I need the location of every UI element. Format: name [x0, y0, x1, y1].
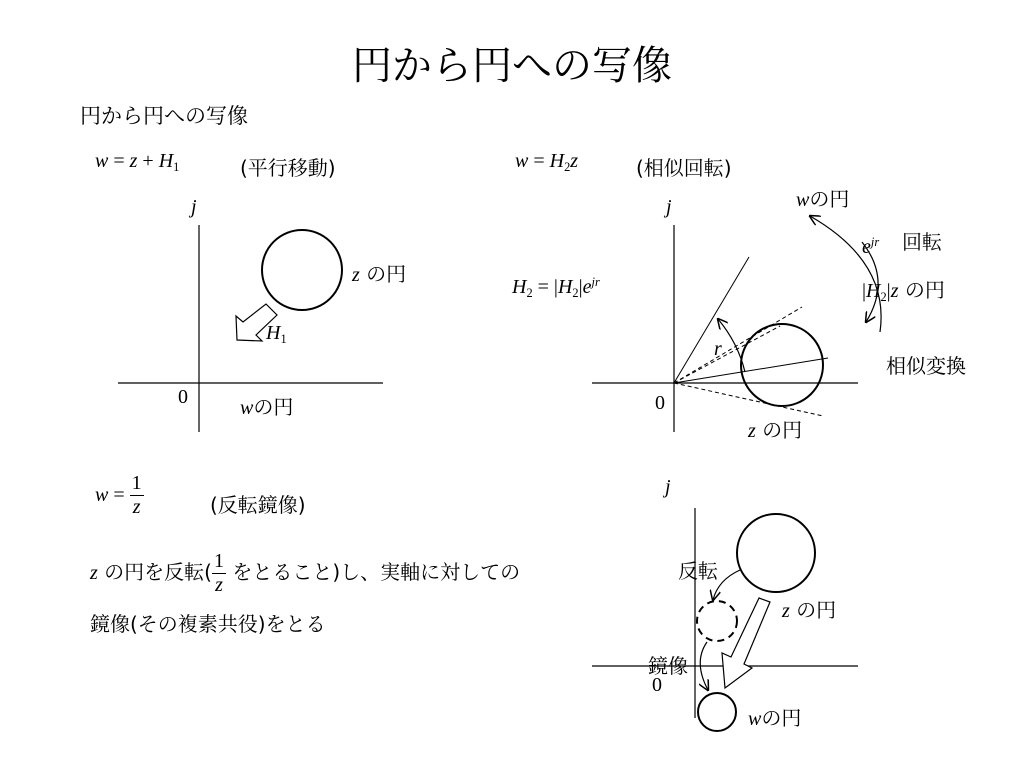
inversion-caption: (反転鏡像): [210, 493, 306, 517]
inversion-axis-j: j: [665, 476, 671, 498]
scaled-circle-label: |H2|z の円: [862, 278, 945, 304]
scale-label: 相似変換: [886, 354, 966, 378]
rotation-factor: $e^{jr}$: [862, 234, 880, 258]
inversion-w-circle-label: wの円: [748, 706, 802, 730]
inversion-description: z の円を反転( $\frac{1}{z}$ をとること)し、実軸に対しての: [90, 550, 521, 596]
inversion-w-circle: [698, 693, 736, 731]
rotated-ray: [674, 257, 749, 383]
slide-title: 円から円への写像: [352, 43, 672, 89]
mirror-label: 鏡像: [648, 654, 688, 678]
inversion-formula: w = $\frac{1}{z}$: [95, 472, 142, 518]
similarity-w-circle-label: wの円: [796, 187, 850, 211]
angle-r-label: r: [714, 338, 722, 360]
similarity-diagram: [592, 216, 881, 432]
translation-arrow-label: H1: [266, 322, 287, 346]
translation-w-circle-label: wの円: [240, 395, 294, 419]
inversion-z-circle-label: z の円: [782, 598, 837, 622]
similarity-axis-j: j: [666, 196, 672, 218]
similarity-caption: (相似回転): [636, 156, 732, 180]
h2-definition: $H2 = |H2|e^{jr}$: [512, 274, 600, 300]
similarity-origin: 0: [655, 392, 665, 414]
center-ray: [674, 358, 828, 383]
slide-subtitle: 円から円への写像: [80, 104, 248, 128]
inversion-origin: 0: [652, 674, 662, 696]
inversion-description-line2: 鏡像(その複素共役)をとる: [90, 612, 326, 636]
upper-tangent: [674, 307, 802, 383]
inversion-big-arrow: [722, 598, 770, 688]
translation-origin: 0: [178, 386, 188, 408]
translation-z-circle-label: z の円: [352, 262, 407, 286]
translation-caption: (平行移動): [240, 156, 336, 180]
similarity-z-circle-label: z の円: [748, 418, 803, 442]
inversion-z-circle: [737, 514, 815, 592]
invert-label: 反転: [678, 559, 718, 583]
rotation-label: 回転: [902, 230, 942, 254]
similarity-formula: w = H2z: [515, 150, 579, 174]
inverted-dashed-circle: [697, 601, 737, 641]
translation-axis-j: j: [191, 196, 197, 218]
translation-z-circle: [262, 230, 342, 310]
translation-formula: w = z + H1: [95, 150, 180, 174]
